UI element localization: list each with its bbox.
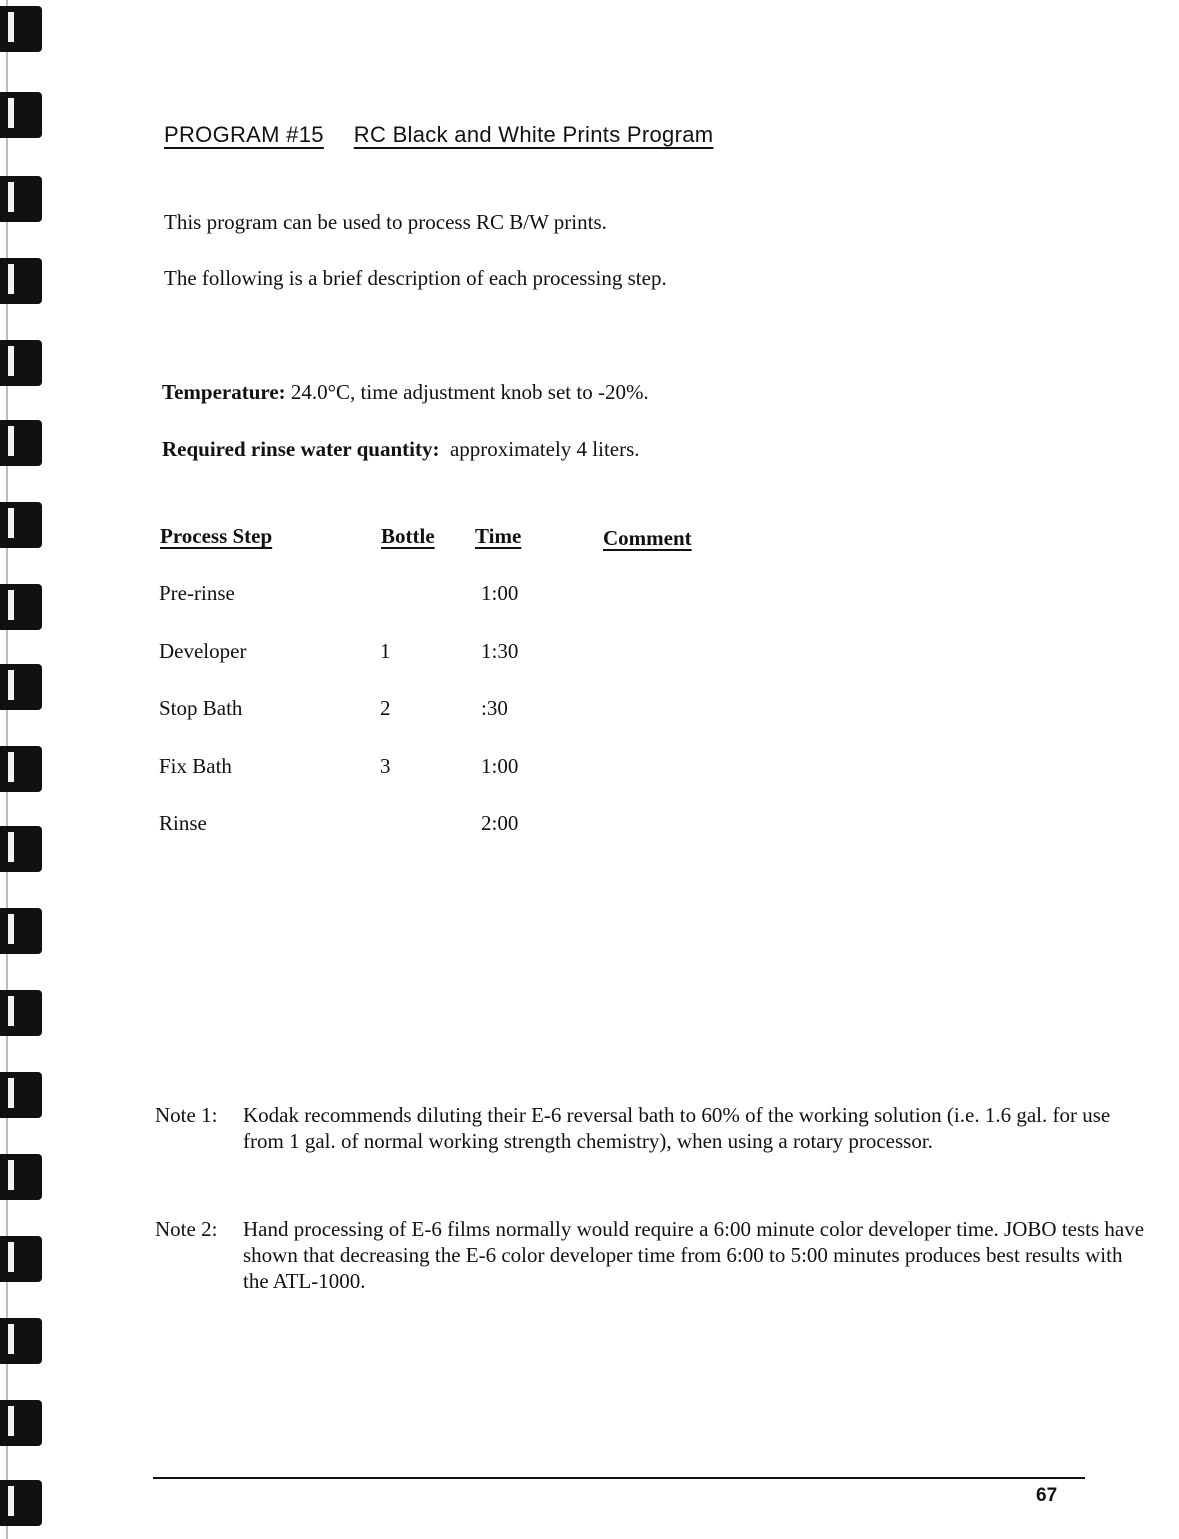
row-time: :30 bbox=[481, 696, 508, 720]
row-time: 1:00 bbox=[481, 754, 519, 778]
row-step: Pre-rinse bbox=[159, 581, 235, 605]
program-number: PROGRAM #15 bbox=[164, 122, 324, 147]
row-step: Rinse bbox=[159, 811, 207, 835]
row-step: Stop Bath bbox=[159, 696, 243, 720]
row-time: 1:30 bbox=[481, 639, 519, 663]
temperature-setting bbox=[162, 380, 649, 405]
row-time: 1:00 bbox=[481, 581, 519, 605]
binding-hole bbox=[0, 92, 42, 138]
temperature-label: Temperature: bbox=[162, 380, 286, 404]
page-number: 67 bbox=[1036, 1485, 1058, 1506]
binding-hole bbox=[0, 258, 42, 304]
binding-hole bbox=[0, 908, 42, 954]
binding-hole bbox=[0, 990, 42, 1036]
binding-hole bbox=[0, 502, 42, 548]
binding-hole bbox=[0, 340, 42, 386]
table-row bbox=[0, 639, 900, 669]
note-1 bbox=[155, 1102, 1145, 1154]
row-step: Fix Bath bbox=[159, 754, 232, 778]
binding-hole bbox=[0, 1400, 42, 1446]
note-text: Hand processing of E-6 films normally would require a 6:00 minute color developer time. JOBO tests have shown that decreasing the E-6 color developer time from 6:00 to 5:00 minutes produces best results with the ATL-1000. bbox=[243, 1217, 1145, 1293]
note-label: Note 2: bbox=[155, 1217, 218, 1241]
row-step: Developer bbox=[159, 639, 247, 663]
table-row bbox=[0, 581, 900, 611]
note-label: Note 1: bbox=[155, 1103, 218, 1127]
note-2 bbox=[155, 1216, 1145, 1294]
page-heading bbox=[164, 122, 713, 148]
binding-hole bbox=[0, 1236, 42, 1282]
table-row bbox=[0, 811, 900, 841]
binding-hole bbox=[0, 1480, 42, 1526]
row-time: 2:00 bbox=[481, 811, 519, 835]
note-text: Kodak recommends diluting their E-6 reversal bath to 60% of the working solution (i.e. 1.6 gal. for use from 1 gal. of normal working strength chemistry), when using a rotary processor. bbox=[243, 1103, 1111, 1153]
binding-hole bbox=[0, 1318, 42, 1364]
column-header-comment: Comment bbox=[603, 526, 692, 550]
rinse-value: approximately 4 liters. bbox=[439, 437, 640, 461]
table-row bbox=[0, 696, 900, 726]
row-bottle: 2 bbox=[380, 696, 391, 720]
row-bottle: 1 bbox=[380, 639, 391, 663]
binding-hole bbox=[0, 1072, 42, 1118]
intro-line-2: The following is a brief description of each processing step. bbox=[164, 266, 667, 290]
column-header-bottle: Bottle bbox=[381, 524, 435, 548]
footer-rule bbox=[153, 1477, 1085, 1479]
table-row bbox=[0, 754, 900, 784]
column-header-step: Process Step bbox=[160, 524, 273, 548]
binding-hole bbox=[0, 420, 42, 466]
rinse-setting bbox=[162, 437, 640, 462]
binding-hole bbox=[0, 176, 42, 222]
column-header-time: Time bbox=[475, 524, 522, 548]
binding-hole bbox=[0, 6, 42, 52]
rinse-label: Required rinse water quantity: bbox=[162, 437, 440, 461]
row-bottle: 3 bbox=[380, 754, 391, 778]
temperature-value: 24.0°C, time adjustment knob set to -20%. bbox=[285, 380, 649, 404]
program-title: RC Black and White Prints Program bbox=[353, 122, 714, 147]
binding-hole bbox=[0, 1154, 42, 1200]
intro-line-1: This program can be used to process RC B/W prints. bbox=[164, 210, 607, 234]
